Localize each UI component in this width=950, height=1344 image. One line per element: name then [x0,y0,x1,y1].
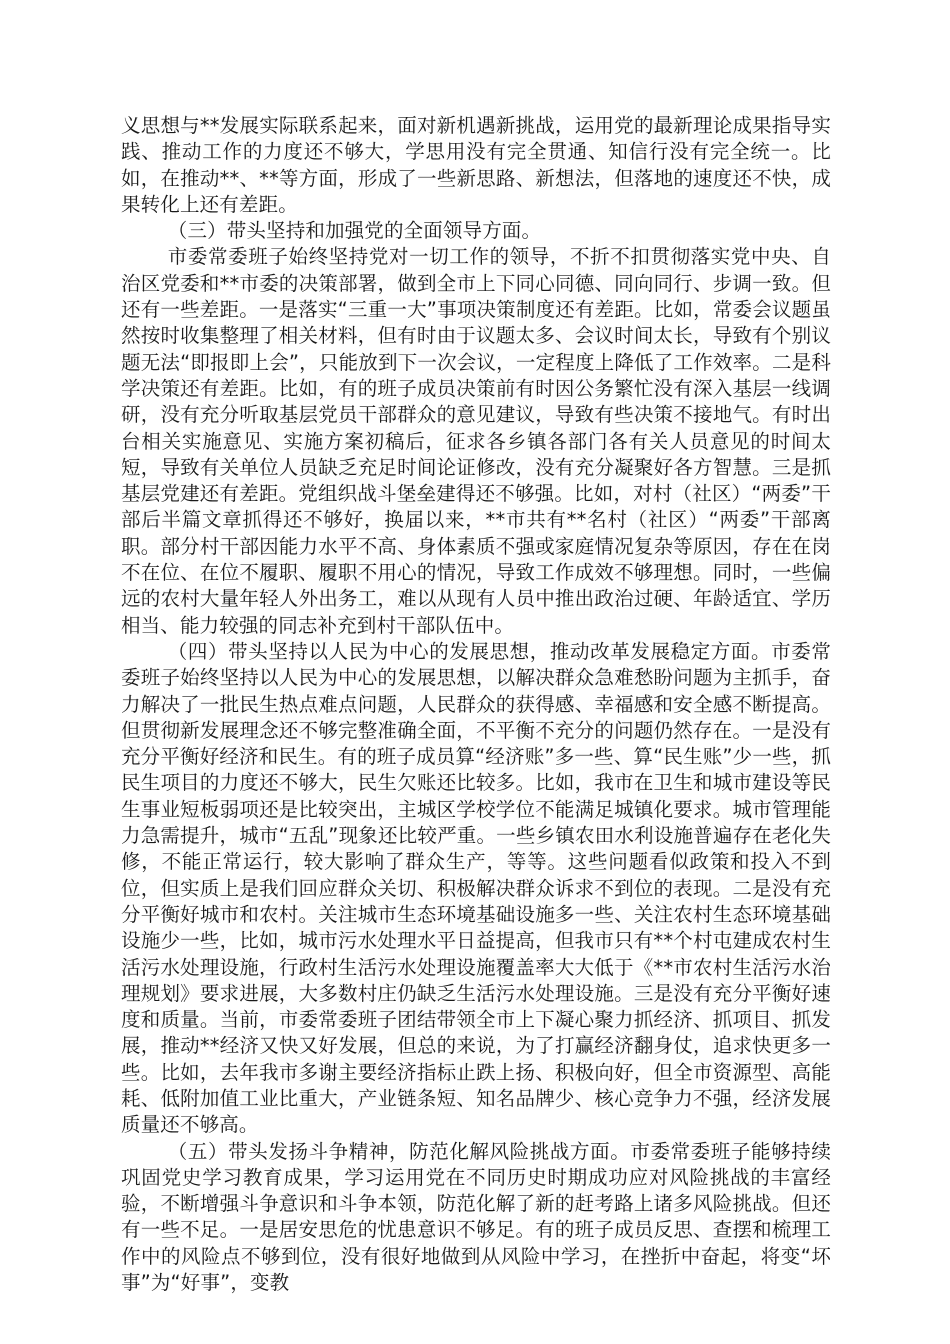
paragraph-section-4: （四）带头坚持以人民为中心的发展思想，推动改革发展稳定方面。市委常委班子始终坚持以人民为中心的发展思想，以解决群众急难愁盼问题为主抓手，奋力解决了一批民生热点难点问题，人民群众的获得感、幸福感和安全感不断提高。但贯彻新发展理念还不够完整准确全面，不平衡不充分的问题仍然存在。一是没有充分平衡好经济和民生。有的班子成员算“经济账”多一些、算“民生账”少一些，抓民生项目的力度还不够大，民生欠账还比较多。比如，我市在卫生和城市建设等民生事业短板弱项还是比较突出，主城区学校学位不能满足城镇化要求。城市管理能力急需提升，城市“五乱”现象还比较严重。一些乡镇农田水利设施普遍存在老化失修，不能正常运行，较大影响了群众生产，等等。这些问题看似政策和投入不到位，但实质上是我们回应群众关切、积极解决群众诉求不到位的表现。二是没有充分平衡好城市和农村。关注城市生态环境基础设施多一些、关注农村生态环境基础设施少一些，比如，城市污水处理水平日益提高，但我市只有**个村屯建成农村生活污水处理设施，行政村生活污水处理设施覆盖率大大低于《**市农村生活污水治理规划》要求进展，大多数村庄仍缺乏生活污水处理设施。三是没有充分平衡好速度和质量。当前，市委常委班子团结带领全市上下凝心聚力抓经济、抓项目、抓发展，推动**经济又快又好发展，但总的来说，为了打赢经济翻身仗，追求快更多一些。比如，去年我市多谢主要经济指标止跌上扬、积极向好，但全市资源型、高能耗、低附加值工业比重大，产业链条短、知名品牌少、核心竞争力不强，经济发展质量还不够高。 [121,639,831,1137]
paragraph-section-5: （五）带头发扬斗争精神，防范化解风险挑战方面。市委常委班子能够持续巩固党史学习教育成果，学习运用党在不同历史时期成功应对风险挑战的丰富经验，不断增强斗争意识和斗争本领，防范化解了新的赶考路上诸多风险挑战。但还有一些不足。一是居安思危的忧患意识不够足。有的班子成员反思、查摆和梳理工作中的风险点不够到位，没有很好地做到从风险中学习，在挫折中奋起，将变“坏事”为“好事”，变教 [121,1139,831,1295]
paragraph-continued: 义思想与**发展实际联系起来，面对新机遇新挑战，运用党的最新理论成果指导实践、推动工作的力度还不够大，学思用没有完全贯通、知信行没有完全统一。比如，在推动**、**等方面，形成了一些新思路、新想法，但落地的速度还不快，成果转化上还有差距。 [121,114,831,216]
document-page [121,113,831,1296]
paragraph-section-3-body: 市委常委班子始终坚持党对一切工作的领导，不折不扣贯彻落实党中央、自治区党委和**市委的决策部署，做到全市上下同心同德、同向同行、步调一致。但还有一些差距。一是落实“三重一大”事项决策制度还有差距。比如，常委会议题虽然按时收集整理了相关材料，但有时由于议题太多、会议时间太长，导致有个别议题无法“即报即上会”，只能放到下一次会议，一定程度上降低了工作效率。二是科学决策还有差距。比如，有的班子成员决策前有时因公务繁忙没有深入基层一线调研，没有充分听取基层党员干部群众的意见建议，导致有些决策不接地气。有时出台相关实施意见、实施方案初稿后，征求各乡镇各部门各有关人员意见的时间太短，导致有关单位人员缺乏充足时间论证修改，没有充分凝聚好各方智慧。三是抓基层党建还有差距。党组织战斗堡垒建得还不够强。比如，对村（社区）“两委”干部后半篇文章抓得还不够好，换届以来，**市共有**名村（社区）“两委”干部离职。部分村干部因能力水平不高、身体素质不强或家庭情况复杂等原因，存在在岗不在位、在位不履职、履职不用心的情况，导致工作成效不够理想。同时，一些偏远的农村大量年轻人外出务工，难以从现有人员中推出政治过硬、年龄适宜、学历相当、能力较强的同志补充到村干部队伍中。 [121,245,831,637]
section-heading-3: （三）带头坚持和加强党的全面领导方面。 [167,219,542,243]
